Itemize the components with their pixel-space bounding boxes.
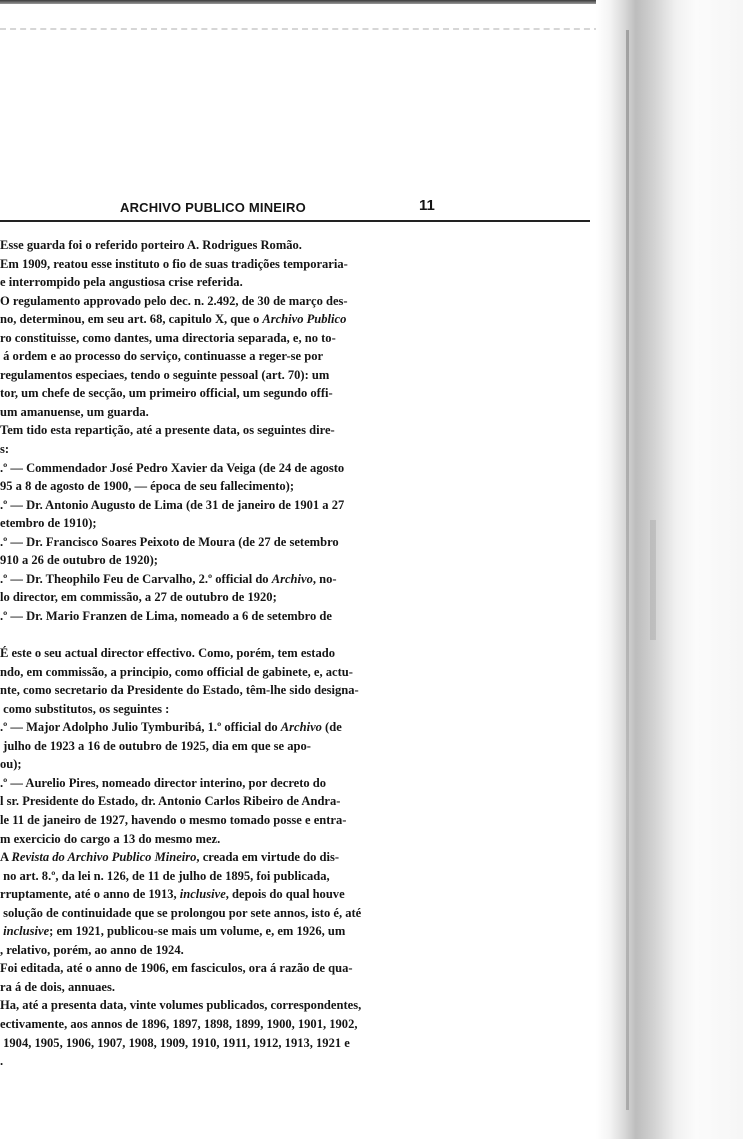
text-line: .º — Dr. Antonio Augusto de Lima (de 31 de janeiro de 1901 a 27 — [0, 497, 345, 512]
text-line: s: — [0, 442, 10, 457]
book-gutter — [596, 0, 743, 1139]
text-line: ro constituisse, como dantes, uma directoria separada, e, no to- — [0, 330, 336, 345]
text-line: no, determinou, em seu art. 68, capitulo X, que o Archivo Publico — [0, 312, 347, 327]
text-line: 910 a 26 de outubro de 1920); — [0, 553, 158, 568]
text-line: um amanuense, um guarda. — [0, 404, 149, 419]
text-line: e interrompido pela angustiosa crise referida. — [0, 275, 243, 290]
text-line: regulamentos especiaes, tendo o seguinte pessoal (art. 70): um — [0, 367, 330, 382]
text-line: Ha, até a presenta data, vinte volumes publicados, correspondentes, — [0, 998, 362, 1013]
text-line: .º — Dr. Francisco Soares Peixoto de Moura (de 27 de setembro — [0, 534, 339, 549]
text-line: Esse guarda foi o referido porteiro A. Rodrigues Romão. — [0, 238, 302, 252]
gutter-shadow — [626, 30, 629, 1110]
text-line: julho de 1923 a 16 de outubro de 1925, dia em que se apo- — [0, 738, 311, 753]
running-header — [0, 197, 590, 222]
text-line: A Revista do Archivo Publico Mineiro, creada em virtude do dis- — [0, 850, 340, 865]
body-text — [0, 236, 460, 1071]
text-line: .º — Commendador José Pedro Xavier da Veiga (de 24 de agosto — [0, 460, 345, 475]
text-line: 95 a 8 de agosto de 1900, — época de seu fallecimento); — [0, 479, 295, 494]
text-line: no art. 8.º, da lei n. 126, de 11 de julho de 1895, foi publicada, — [0, 868, 330, 883]
text-line: ou); — [0, 757, 22, 772]
text-line: nte, como secretario da Presidente do Estado, têm-lhe sido designa- — [0, 683, 359, 698]
text-line: .º — Major Adolpho Julio Tymburibá, 1.º official do Archivo (de — [0, 720, 342, 735]
text-line: Tem tido esta repartição, até a presente data, os seguintes dire- — [0, 423, 335, 438]
text-line: O regulamento approvado pelo dec. n. 2.492, de 30 de março des- — [0, 293, 348, 308]
document-page — [0, 197, 590, 1069]
text-line: solução de continuidade que se prolongou por sete annos, isto é, até — [0, 905, 362, 920]
page-number: 11 — [419, 197, 435, 214]
text-line: Foi editada, até o anno de 1906, em fasciculos, ora á razão de qua- — [0, 961, 353, 976]
text-line: , relativo, porém, ao anno de 1924. — [0, 942, 184, 957]
text-line: ectivamente, aos annos de 1896, 1897, 1898, 1899, 1900, 1901, 1902, — [0, 1016, 358, 1031]
text-line: lo director, em commissão, a 27 de outubro de 1920; — [0, 590, 277, 605]
gutter-mark — [650, 520, 656, 640]
text-line: ndo, em commissão, a principio, como official de gabinete, e, actu- — [0, 664, 353, 679]
text-line: 1904, 1905, 1906, 1907, 1908, 1909, 1910, 1911, 1912, 1913, 1921 e — [0, 1035, 350, 1050]
text-line: .º — Aurelio Pires, nomeado director interino, por decreto do — [0, 775, 327, 790]
header-title: ARCHIVO PUBLICO MINEIRO — [120, 200, 306, 215]
page-edge-line — [0, 28, 600, 30]
text-line: . — [0, 1054, 4, 1069]
text-line: Em 1909, reatou esse instituto o fio de suas tradições temporaria- — [0, 256, 348, 271]
text-line: tor, um chefe de secção, um primeiro official, um segundo offi- — [0, 386, 333, 401]
text-line: inclusive; em 1921, publicou-se mais um volume, e, em 1926, um — [3, 924, 346, 939]
text-line: etembro de 1910); — [0, 516, 97, 531]
text-line: ra á de dois, annuaes. — [0, 979, 116, 994]
text-line: á ordem e ao processo do serviço, continuasse a reger-se por — [0, 349, 324, 364]
text-line: .º — Dr. Mario Franzen de Lima, nomeado a 6 de setembro de — [0, 608, 332, 623]
text-line: como substitutos, os seguintes : — [0, 701, 170, 716]
text-line — [0, 625, 458, 644]
text-line: .º — Dr. Theophilo Feu de Carvalho, 2.º official do Archivo, no- — [0, 571, 337, 586]
text-line: É este o seu actual director effectivo. Como, porém, tem estado — [0, 646, 335, 661]
text-line: rruptamente, até o anno de 1913, inclusive, depois do qual houve — [0, 887, 345, 902]
text-line: le 11 de janeiro de 1927, havendo o mesmo tomado posse e entra- — [0, 812, 347, 827]
text-line: m exercicio do cargo a 13 do mesmo mez. — [0, 831, 221, 846]
text-line: l sr. Presidente do Estado, dr. Antonio Carlos Ribeiro de Andra- — [0, 794, 341, 809]
